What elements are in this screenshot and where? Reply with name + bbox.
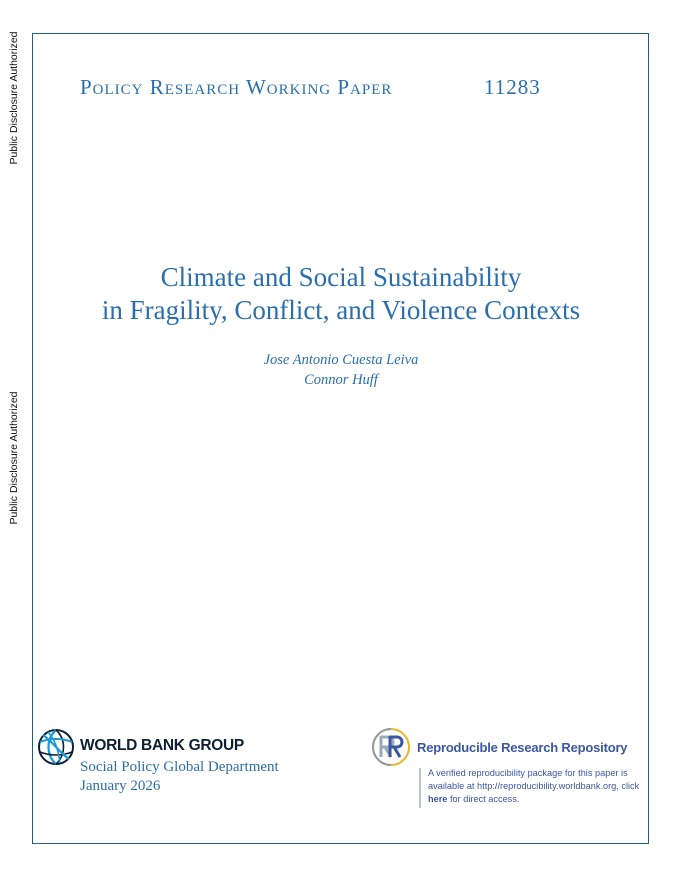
series-name: Policy Research Working Paper	[80, 75, 393, 99]
world-bank-globe-icon	[36, 727, 76, 767]
paper-number: 11283	[484, 75, 541, 99]
cover-frame	[32, 33, 649, 844]
publisher-name: WORLD BANK GROUP	[80, 737, 244, 754]
repository-link[interactable]: here	[428, 794, 448, 804]
disclosure-label-middle: Public Disclosure Authorized	[8, 391, 20, 525]
author-1: Jose Antonio Cuesta Leiva	[263, 352, 419, 368]
department: Social Policy Global Department	[80, 759, 279, 775]
title-line-2: in Fragility, Conflict, and Violence Contexts	[101, 295, 581, 325]
repository-note	[428, 767, 648, 806]
repository-note-suffix: for direct access.	[447, 794, 520, 804]
publication-date: January 2026	[80, 778, 161, 794]
rrr-logo-icon	[371, 727, 411, 767]
author-2: Connor Huff	[304, 372, 378, 388]
repository-note-text: A verified reproducibility package for this paper is available at http://reproducibility.worldbank.org, click	[428, 768, 640, 791]
repository-divider	[419, 768, 421, 808]
repository-name: Reproducible Research Repository	[417, 740, 628, 755]
title-line-1: Climate and Social Sustainability	[160, 262, 522, 292]
disclosure-label-top: Public Disclosure Authorized	[8, 31, 20, 165]
